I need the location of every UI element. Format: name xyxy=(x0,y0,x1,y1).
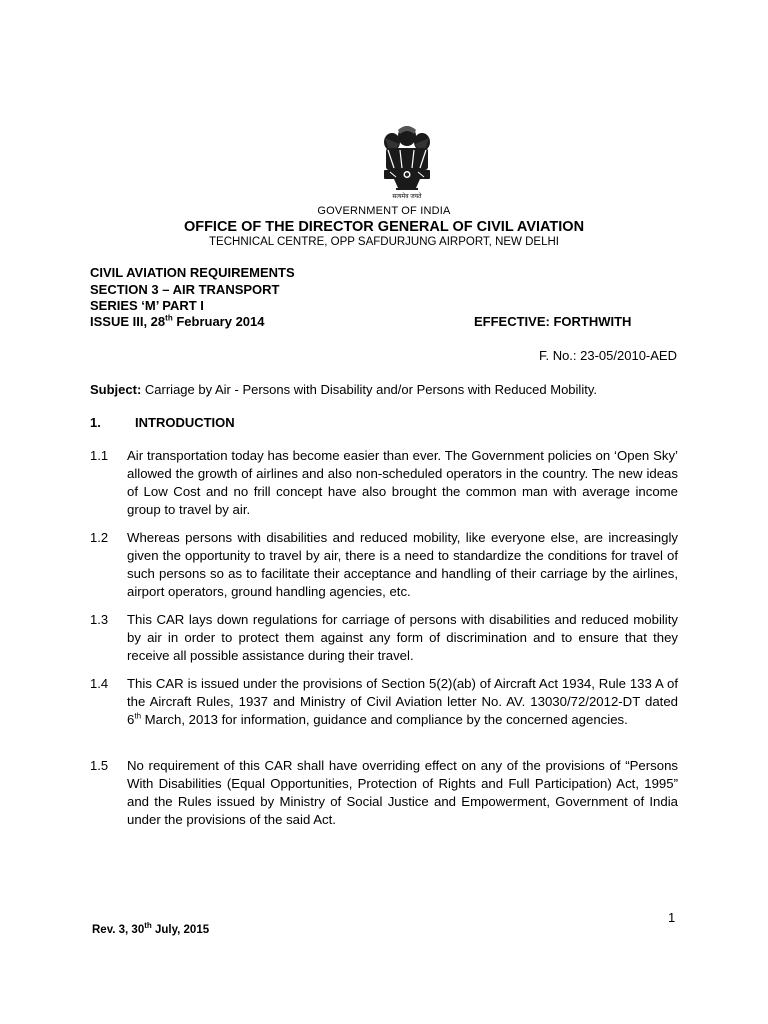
car-issue xyxy=(90,314,265,330)
car-series: SERIES ‘M’ PART I xyxy=(90,298,204,313)
section-number: 1. xyxy=(90,415,101,430)
paragraph-superscript: th xyxy=(134,711,142,721)
paragraph-text: Whereas persons with disabilities and reduced mobility, like everyone else, are increasingly given the opportunity to travel by air, there is a need to standardize the conditions for travel of such persons so as to facilitate their acceptance and handling of their carriage by the airlines, airport operators, ground handling agencies, etc. xyxy=(127,530,678,599)
page-number: 1 xyxy=(668,910,676,925)
technical-centre-heading: TECHNICAL CENTRE, OPP SAFDURJUNG AIRPORT, NEW DELHI xyxy=(209,236,559,248)
section-title: INTRODUCTION xyxy=(135,415,235,430)
paragraph-text: This CAR lays down regulations for carriage of persons with disabilities and reduced mobility by air in order to protect them against any form of discrimination and to ensure that they receive all possible assistance during their travel. xyxy=(127,612,678,663)
office-heading: OFFICE OF THE DIRECTOR GENERAL OF CIVIL AVIATION xyxy=(183,219,585,235)
paragraph-text: No requirement of this CAR shall have overriding effect on any of the provisions of “Persons With Disabilities (Equal Opportunities, Protection of Rights and Full Participation) Act, 1995” and the Rules issued by Ministry of Social Justice and Empowerment, Government of India under the provisions of the said Act. xyxy=(127,758,678,827)
issue-month: February 2014 xyxy=(172,314,265,329)
subject-label: Subject: xyxy=(90,382,142,397)
paragraph-number: 1.2 xyxy=(90,530,109,545)
file-number: F. No.: 23-05/2010-AED xyxy=(538,348,677,363)
paragraph-number: 1.5 xyxy=(90,758,109,773)
car-title: CIVIL AVIATION REQUIREMENTS xyxy=(90,265,295,280)
paragraph-text xyxy=(127,675,678,729)
car-section: SECTION 3 – AIR TRANSPORT xyxy=(90,282,280,297)
emblem-motto: सत्यमेव जयते xyxy=(392,194,422,200)
paragraph-text-part: This CAR is issued under the provisions of Section 5(2)(ab) of Aircraft Act 1934, Rule 133 A of the Aircraft Rules, 1937 and Ministry of Civil Aviation letter No. AV. 13030/72/2012-DT dated 6 xyxy=(127,676,678,727)
paragraph-number: 1.1 xyxy=(90,448,109,463)
revision-month: July, 2015 xyxy=(151,924,210,936)
paragraph-number: 1.3 xyxy=(90,612,109,627)
government-heading: GOVERNMENT OF INDIA xyxy=(317,205,451,217)
revision-superscript: th xyxy=(144,921,152,931)
subject-line xyxy=(90,382,597,397)
issue-text: ISSUE III, 28 xyxy=(90,314,166,329)
revision-footer xyxy=(92,921,210,936)
issue-superscript: th xyxy=(165,313,173,323)
paragraph-text: Air transportation today has become easier than ever. The Government policies on ‘Open Sky’ allowed the growth of airlines and also non-scheduled operators in the country. The new ideas of Low Cost and no frill concept have also brought the common man with average income group to travel by air. xyxy=(127,448,678,517)
paragraph-number: 1.4 xyxy=(90,676,109,691)
revision-text: Rev. 3, 30 xyxy=(92,924,145,936)
effective-date: EFFECTIVE: FORTHWITH xyxy=(474,314,632,329)
paragraph-text-part: March, 2013 for information, guidance and compliance by the concerned agencies. xyxy=(141,712,628,727)
subject-text: Carriage by Air - Persons with Disability and/or Persons with Reduced Mobility. xyxy=(141,382,597,397)
